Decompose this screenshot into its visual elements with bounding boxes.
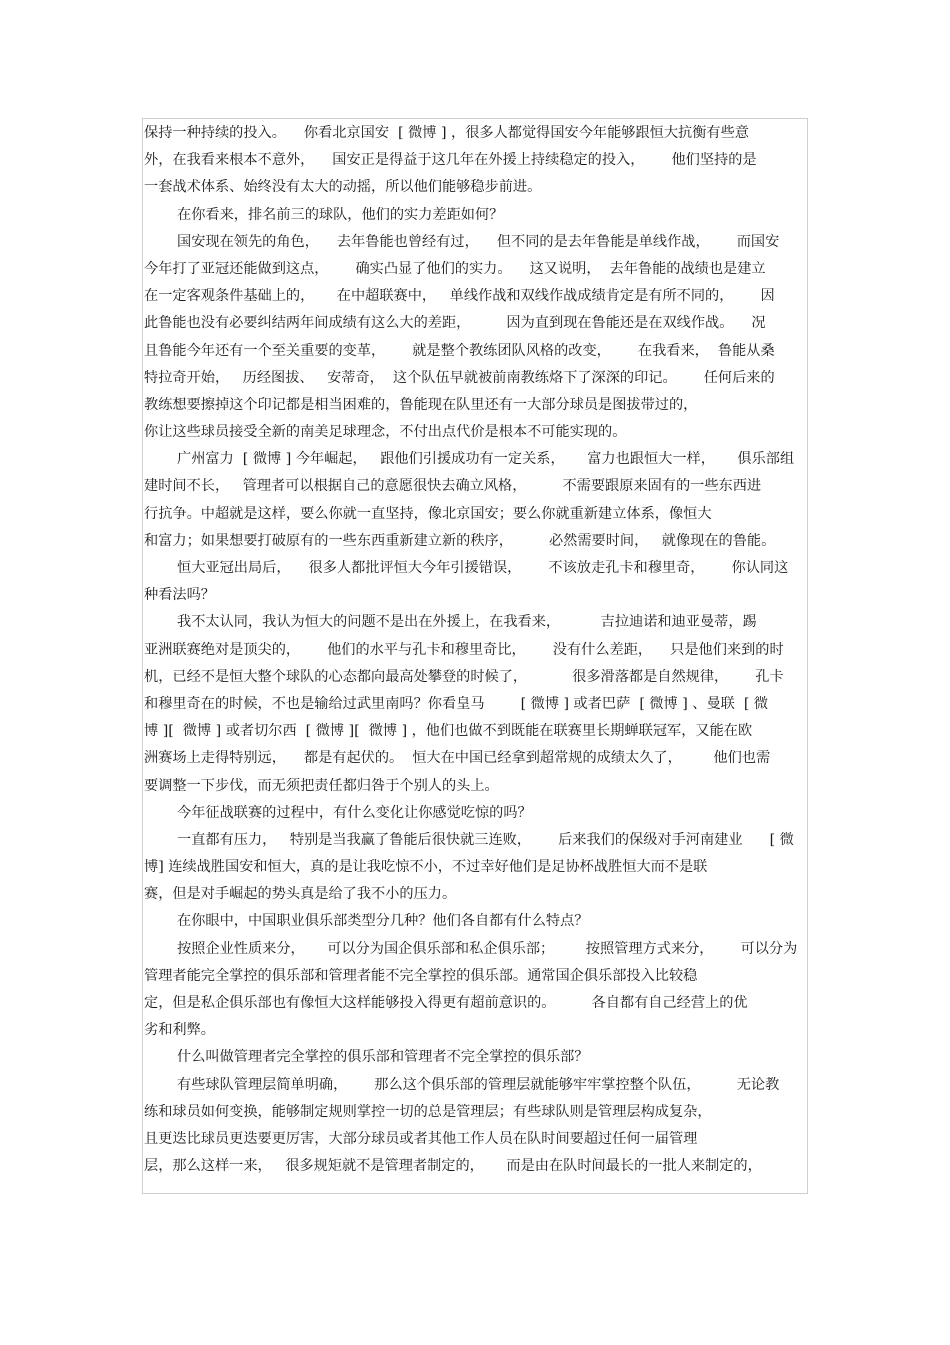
text-line: 今年打了亚冠还能做到这点， 确实凸显了他们的实力。 这又说明， 去年鲁能的战绩也是建立 — [144, 260, 766, 277]
text-line: 保持一种持续的投入。 你看北京国安 [ 微博 ] ，很多人都觉得国安今年能够跟恒大抗衡有些意 — [144, 125, 749, 141]
document-body — [144, 120, 808, 1180]
text-line: 我不太认同，我认为恒大的问题不是出在外援上，在我看来， 吉拉迪诺和迪亚曼蒂，踢 — [177, 614, 757, 631]
text-line: 建时间不长， 管理者可以根据自己的意愿很快去确立风格， 不需要跟原来固有的一些东西进 — [144, 478, 762, 495]
text-line: 国安现在领先的角色， 去年鲁能也曾经有过， 但不同的是去年鲁能是单线作战， 而国安 — [177, 233, 780, 250]
text-line: 此鲁能也没有必要纠结两年间成绩有这么大的差距， 因为直到现在鲁能还是在双线作战。 况 — [144, 315, 766, 332]
text-line: 且鲁能今年还有一个至关重要的变革， 就是整个教练团队风格的改变， 在我看来， 鲁能从桑 — [144, 342, 775, 359]
text-line: 在一定客观条件基础上的， 在中超联赛中， 单线作战和双线作战成绩肯定是有所不同的， 因 — [144, 288, 775, 305]
text-line: 恒大亚冠出局后， 很多人都批评恒大今年引援错误， 不该放走孔卡和穆里奇， 你认同这 — [177, 560, 789, 576]
text-line: 广州富力 [ 微博 ] 今年崛起， 跟他们引援成功有一定关系， 富力也跟恒大一样， 俱乐部组 — [177, 451, 795, 468]
text-line: 劣和利弊。 — [144, 1022, 215, 1039]
text-line: 机，已经不是恒大整个球队的心态都向最高处攀登的时候了， 很多滑落都是自然规律， 孔卡 — [144, 668, 784, 685]
text-line: 和穆里奇在的时候，不也是输给过武里南吗？你看皇马 [ 微博 ] 或者巴萨 [ 微博 ] 、曼联 [ 微 — [144, 695, 769, 712]
text-line: 洲赛场上走得特别远， 都是有起伏的。 恒大在中国已经拿到超常规的成绩太久了， 他们也需 — [144, 750, 771, 767]
text-line: 今年征战联赛的过程中，有什么变化让你感觉吃惊的吗？ — [177, 804, 532, 821]
text-line: 按照企业性质来分， 可以分为国企俱乐部和私企俱乐部； 按照管理方式来分， 可以分为 — [177, 940, 798, 957]
text-line: 练和球员如何变换，能够制定规则掌控一切的总是管理层；有些球队则是管理层构成复杂， — [144, 1103, 712, 1120]
text-line: 定，但是私企俱乐部也有像恒大这样能够投入得更有超前意识的。 各自都有自己经营上的优 — [144, 995, 748, 1011]
text-line: 特拉奇开始， 历经图拔、 安蒂奇， 这个队伍早就被前南教练烙下了深深的印记。 任何后来的 — [144, 369, 775, 386]
text-line: 管理者能完全掌控的俱乐部和管理者能不完全掌控的俱乐部。通常国企俱乐部投入比较稳 — [144, 967, 698, 984]
text-line: 博] 连续战胜国安和恒大，真的是让我吃惊不小，不过幸好他们是足协杯战胜恒大而不是联 — [144, 859, 708, 876]
text-line: 教练想要擦掉这个印记都是相当困难的，鲁能现在队里还有一大部分球员是图拔带过的， — [144, 396, 698, 413]
text-line: 一套战术体系、始终没有太大的动摇，所以他们能够稳步前进。 — [144, 179, 542, 196]
text-line: 在你眼中，中国职业俱乐部类型分几种？他们各自都有什么特点？ — [177, 913, 589, 930]
text-line: 外，在我看来根本不意外， 国安正是得益于这几年在外援上持续稳定的投入， 他们坚持的是 — [144, 152, 757, 169]
text-line: 博 ][ 微博 ] 或者切尔西 [ 微博 ][ 微博 ] ，他们也做不到既能在联赛里长期蝉联冠军，又能在欧 — [144, 723, 753, 740]
text-line: 层，那么这样一来， 很多规矩就不是管理者制定的， 而是由在队时间最长的一批人来制定的， — [144, 1158, 762, 1175]
text-line: 赛，但是对手崛起的势头真是给了我不小的压力。 — [144, 886, 457, 903]
text-line: 要调整一下步伐，而无须把责任都归咎于个别人的头上。 — [144, 777, 499, 794]
text-line: 行抗争。中超就是这样，要么你就一直坚持，像北京国安；要么你就重新建立体系，像恒大 — [144, 505, 712, 522]
text-line: 且更迭比球员更迭要更厉害，大部分球员或者其他工作人员在队时间要超过任何一届管理 — [144, 1130, 698, 1147]
text-line: 有些球队管理层简单明确， 那么这个俱乐部的管理层就能够牢牢掌控整个队伍， 无论教 — [177, 1076, 780, 1093]
text-line: 亚洲联赛绝对是顶尖的， 他们的水平与孔卡和穆里奇比， 没有什么差距， 只是他们来到的时 — [144, 641, 784, 658]
text-line: 种看法吗？ — [144, 587, 215, 604]
text-line: 和富力；如果想要打破原有的一些东西重新建立新的秩序， 必然需要时间， 就像现在的鲁能。 — [144, 532, 776, 549]
text-line: 在你看来，排名前三的球队，他们的实力差距如何？ — [177, 206, 504, 223]
text-line: 什么叫做管理者完全掌控的俱乐部和管理者不完全掌控的俱乐部？ — [177, 1049, 589, 1066]
text-line: 一直都有压力， 特别是当我赢了鲁能后很快就三连败， 后来我们的保级对手河南建业 [ 微 — [177, 831, 794, 848]
text-line: 你让这些球员接受全新的南美足球理念，不付出点代价是根本不可能实现的。 — [144, 424, 627, 441]
